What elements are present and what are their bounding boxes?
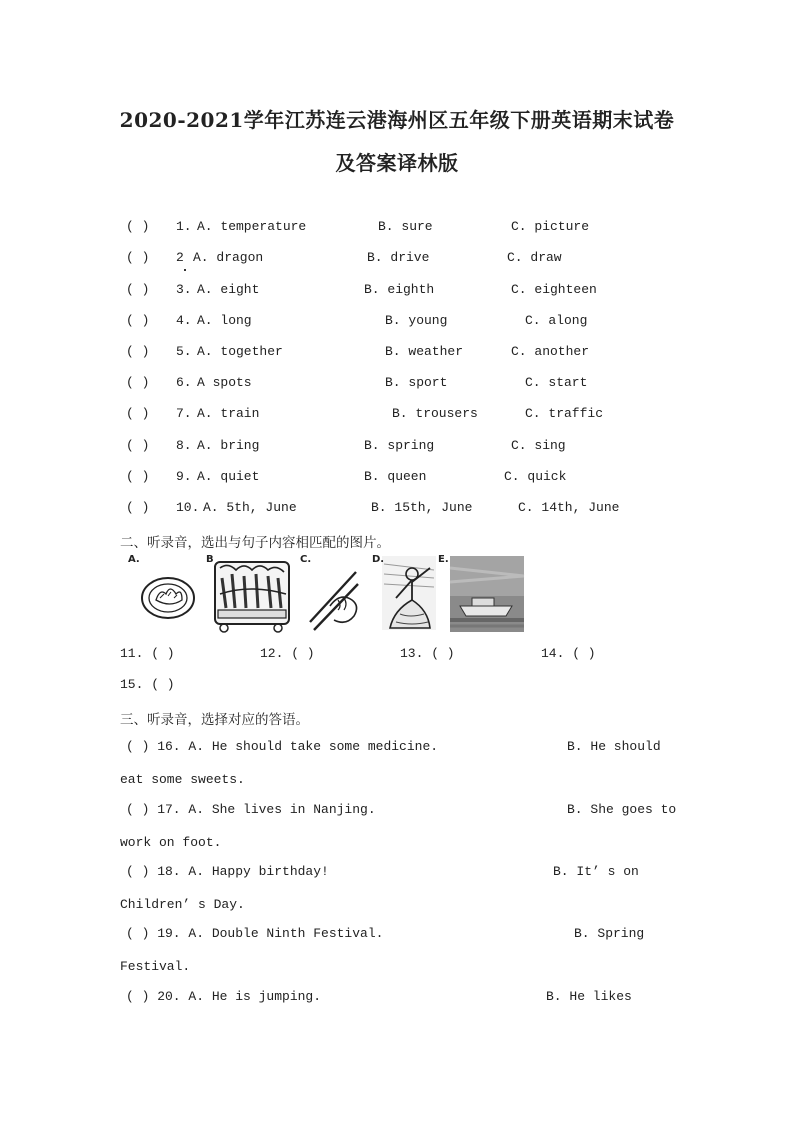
page-title: 2020-2021学年江苏连云港海州区五年级下册英语期末试卷 <box>119 108 675 132</box>
answer-blank[interactable]: ( ) <box>126 282 150 297</box>
option-c: C. quick <box>504 469 567 484</box>
option-b: B. It’ s on <box>553 864 639 879</box>
picture-label: D. <box>372 554 385 565</box>
option-c: C. sing <box>511 438 566 453</box>
option-c: C. draw <box>507 250 562 265</box>
dancer-icon <box>372 554 438 632</box>
option-c: C. another <box>511 344 590 359</box>
dragon-boat-icon <box>206 554 292 634</box>
section-heading: 三、听录音，选择对应的答语。 <box>120 712 309 728</box>
option-a: A. 5th, June <box>203 500 297 515</box>
question-text: ( ) 16. A. He should take some medicine. <box>126 739 439 754</box>
answer-slot[interactable]: 13. ( ) <box>400 646 455 661</box>
answer-blank[interactable]: ( ) <box>126 500 150 515</box>
answer-blank[interactable]: ( ) <box>126 313 150 328</box>
picture-label: B <box>206 554 214 565</box>
option-a: A spots <box>197 375 252 390</box>
option-b: B. young <box>385 313 448 328</box>
option-b: B. queen <box>364 469 427 484</box>
question-number: 2 <box>176 250 184 265</box>
option-a: A. dragon <box>193 250 264 265</box>
option-a: A. together <box>197 344 283 359</box>
answer-blank[interactable]: ( ) <box>126 438 150 453</box>
question-number: 7. <box>176 406 192 421</box>
answer-blank[interactable]: ( ) <box>126 375 150 390</box>
option-b: B. sure <box>378 219 433 234</box>
option-b: B. He likes <box>546 989 632 1004</box>
answer-blank[interactable]: ( ) <box>126 469 150 484</box>
answer-blank[interactable]: ( ) <box>126 219 150 234</box>
answer-blank[interactable]: ( ) <box>126 250 150 265</box>
picture-a <box>128 554 198 626</box>
section-heading: 二、听录音，选出与句子内容相匹配的图片。 <box>120 535 390 551</box>
option-c: C. start <box>525 375 588 390</box>
page-subtitle: 及答案译林版 <box>335 151 459 175</box>
question-text: ( ) 19. A. Double Ninth Festival. <box>126 926 384 941</box>
question-number: 4. <box>176 313 192 328</box>
answer-slot[interactable]: 12. ( ) <box>260 646 315 661</box>
answer-slot[interactable]: 11. ( ) <box>120 646 175 661</box>
option-b: B. eighth <box>364 282 435 297</box>
option-b-continued: Festival. <box>120 959 191 974</box>
option-a: A. temperature <box>197 219 307 234</box>
question-text: ( ) 20. A. He is jumping. <box>126 989 322 1004</box>
option-b-continued: eat some sweets. <box>120 772 245 787</box>
question-number: 5. <box>176 344 192 359</box>
option-c: C. picture <box>511 219 590 234</box>
picture-b <box>206 554 292 634</box>
answer-slot[interactable]: 14. ( ) <box>541 646 596 661</box>
option-b: B. sport <box>385 375 448 390</box>
question-number: 8. <box>176 438 192 453</box>
answer-blank[interactable]: ( ) <box>126 344 150 359</box>
option-b-continued: work on foot. <box>120 835 222 850</box>
option-b-continued: Children’ s Day. <box>120 897 245 912</box>
option-b: B. drive <box>367 250 430 265</box>
option-c: C. along <box>525 313 588 328</box>
option-a: A. long <box>197 313 252 328</box>
option-b: B. He should <box>567 739 661 754</box>
chopsticks-icon <box>300 554 366 634</box>
option-b: B. spring <box>364 438 435 453</box>
ship-photo-icon <box>438 554 526 634</box>
answer-blank[interactable]: ( ) <box>126 406 150 421</box>
question-text: ( ) 17. A. She lives in Nanjing. <box>126 802 376 817</box>
option-b: B. She goes to <box>567 802 677 817</box>
picture-e <box>438 554 526 634</box>
option-b: B. Spring <box>574 926 645 941</box>
question-number: 9. <box>176 469 192 484</box>
question-number: 3. <box>176 282 192 297</box>
question-number: 10. <box>176 500 200 515</box>
option-a: A. quiet <box>197 469 260 484</box>
option-b: B. 15th, June <box>371 500 473 515</box>
answer-slot[interactable]: 15. ( ) <box>120 677 175 692</box>
picture-label: E. <box>438 554 449 565</box>
option-c: C. eighteen <box>511 282 597 297</box>
picture-label: C. <box>300 554 312 565</box>
picture-label: A. <box>128 554 140 565</box>
option-c: C. traffic <box>525 406 604 421</box>
option-a: A. eight <box>197 282 260 297</box>
option-a: A. train <box>197 406 260 421</box>
question-number: 6. <box>176 375 192 390</box>
option-b: B. trousers <box>392 406 478 421</box>
option-c: C. 14th, June <box>518 500 620 515</box>
stray-dot <box>184 269 186 271</box>
picture-c <box>300 554 366 634</box>
question-number: 1. <box>176 219 192 234</box>
option-b: B. weather <box>385 344 464 359</box>
question-text: ( ) 18. A. Happy birthday! <box>126 864 329 879</box>
option-a: A. bring <box>197 438 260 453</box>
picture-d <box>372 554 438 632</box>
